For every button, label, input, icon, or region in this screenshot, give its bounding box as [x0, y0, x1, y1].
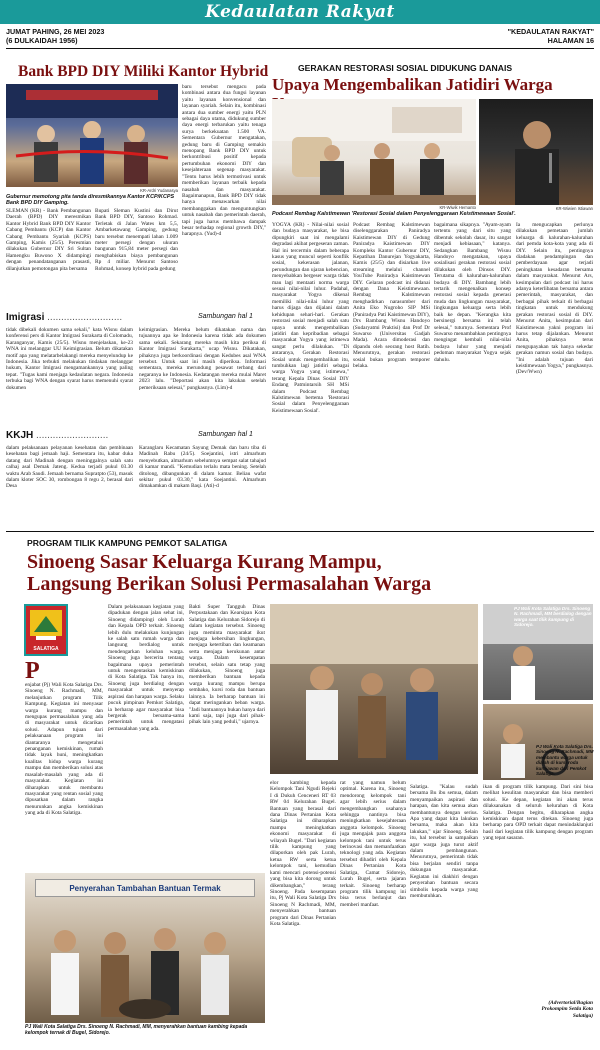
- masthead-bar: [0, 0, 600, 24]
- sinoeng-col-1: enjabat (Pj) Wali Kota Salatiga Drs. Sinoeng N. Rachmadi, MM, melanjutkan program Tilik Kampung. Kegiatan ini menyasar warga kurang mampu dan mengupas permasalahan yang ada di masyarakat untuk dicarikan solusi. Adapun tujuan dari pelaksanaan program ini diantaranya mengetahui penanganan kemiskinan, rumah tidak layak huni, meningkatkan kualitas hidup warga kurang mampu dan memberikan solusi atas masalah-masalah yang ada di masyarakat. Kegiatan ini diharapkan untuk membantu masyarakat yang rentan sosial yang dipusatkan dalam rangka menurunkan angka kemiskinan yang ada di Kota Salatiga.: [25, 682, 103, 817]
- sinoeng-headline: [27, 551, 587, 595]
- sinoeng-signoff: [483, 1000, 593, 1019]
- gerakan-photo-main: [272, 99, 476, 205]
- sinoeng-col-3: Bakti Super Tangguh Dinas Perpustakaan dan Kearsipan Kota Salatiga dan Kelurahan Sidorejo di dalam kegiatan tersebut. Sinoeng juga meminta masyarakat ikut menjaga kebersihan lingkungan, menjaga ketertiban dan keamanan serta menjaga kerukunan antar warga. Dalam kesempatan tersebut, selain satu tetap yang dilakukan, Sinoeng juga memberikan bantuan kepada warga kurang mampu berupa sembako, kursi roda dan bantuan lainnya. Ia berharap bantuan ini dapat meringankan beban warga. "Jadi bantuannya bukan hanya dari kami saja, tapi juga dari pihak-pihak lain yang peduli," ujarnya.: [189, 604, 265, 726]
- podcast-photo-icon: [272, 99, 476, 205]
- page-number: HALAMAN 16: [547, 36, 594, 45]
- imigrasi-col-1: tidak dibekali dokumen sama sekali," kata Wisnu dalam konferensi pers di Kantor Imigrasi Surakarta di Colomadu, Karanganyar, Kamis (25/5). Wisnu menjelaskan, ke-23 WNA ini melanggar UU Keimigrasian. Belum dikatakan motif apa yang melatarbelakangi mereka menyelundup ke Indonesia. Jika terbukti melakukan tindakan melanggar hukum, Kantor Imigrasi mengamankannya yang paling tepat. "Tugas kami menjaga kedaulatan negara. Indonesia terbuka bagi WNA dengan syarat harus memenuhi syarat dokumen: [6, 327, 133, 391]
- bpd-caption: Gubernur memotong pita tanda diresmikannya Kantor KCP/KCPS Bank BPD DIY Gamping.: [6, 194, 175, 207]
- section-name: "KEDAULATAN RAKYAT": [507, 27, 594, 36]
- dialog-photo-icon: [270, 604, 478, 774]
- imigrasi-col-2: keimigrasian. Mereka belum dikatakan nama dan tujuannya apa ke Indonesia karena tidak ada dokumen sama sekali. Sekarang mereka masih kita periksa di Kantor Imigrasi Surakarta," ucap Wisnu. Dikatakan, pihaknya juga berkoordinasi dengan Kedubes asal WNA tersebut. Untuk saat ini masih diperiksa. Informasi sementara, mereka merundung pesawat terbang dari negaranya ke Indonesia. Kedatangan mereka mulai Maret 2023 lalu. "Deportasi akan kita lakukan setelah pemeriksaan selesai," pungkasnya. (Lim)-d: [139, 327, 266, 391]
- kkjh-jump: Sambungan hal 1: [198, 431, 253, 438]
- signoff-line-2: Prokompim Setda Kota: [541, 1006, 593, 1013]
- bpd-col-1: SLEMAN (KR) - Bank Pembangunan Daerah (BPD) DIY meresmikan Kantor Hybrid Bank BPD DIY Kantor Cabang Pembantu (KCP) dan Kantor Cabang Pembantu Syariah (KCPS) Gamping, Kamis (25/5). Peresmian dilakukan Gubernur DIY Sri Sultan Hamengku Buwono X didampingi dengan penandatanganan prasasti, dilanjutkan pemotongan pita bersama: [6, 208, 91, 272]
- bpd-headline: Bank BPD DIY Miliki Kantor Hybrid: [18, 63, 269, 80]
- gerakan-col-3: bagaimana sikapnya. "Ayam-ayam tertentu yang dari situ yang dibentuk sekolah dasar, itu sangat menjadi kebiasaan," katanya. Sedangkan Bambang Wisnu Handoyo mengatakan, upaya sosialisasi gerakan restorasi sosial dilakukan oleh Dinsos DIY. Terutama di kalurahan-kalurahan budaya di DIY. Bambang lebih tertarik mengenalkan konsep restorasi sosial kepada generasi muda dan lingkungan masyarakat, lingkungan keluarga serta lebih baik ke depan. "Kerangka kita bersinergi bersama ini telah selesai," tuturnya. Sementara Prof Suwarso menambahkan pentingnya mengingat kembali nilai-nilai budaya luhur yang menjadi pedoman masyarakat Yogya sejak dahulu.: [434, 222, 511, 363]
- salatiga-logo-text: SALATIGA: [33, 646, 59, 652]
- gerakan-col-4: Ia mengucapkan perlunya dilakukan pemetaan jumlah keluarga di kalurahan-kalurahan dari pemda kota-kota yang ada di DIY. Selain itu, pentingnya diadakan pendampingan dan pemberdayaan agar terjadi peningkatan kesadaran bersama dalam masyarakat. Menurut Ars, kesimpulan dari podcast ini harus adanya keterlibatan bersama antara pemerintah, masyarakat, dan berbagai pihak terkait di berbagai tingkatan untuk mendukung gerakan restorasi sosial di DIY. Menurut Anita, kesimpulan dari Kaistimewan yakni program ini harus tetap dijalankan. Menurut Anita, pihaknya terus mengupayakan tak hanya sekedar gerakan namun sosial dan budaya. "Ini adalah tujuan dari keistimewaan Yogya," pungkasnya. (Dev/Wwn): [516, 222, 593, 376]
- issue-hijri-line: (6 DULKAIDAH 1956): [6, 36, 78, 45]
- signoff-line-3: Salatiga): [572, 1012, 593, 1019]
- sinoeng-col-6: Salatiga. "Kalau sudah bersama Bu ibu semua, dalam menyampaikan aspirasi dan harapan, dan kita semua akan membantunya dengan serius. Apa yang dapat kita lakukan bersama, maka akan kita lakukan," ujar Sinoeng. Selain itu, hal tersebut ia sampaikan agar warga juga turut aktif dalam pembangunan. Menurutnya, pemerintah tidak bisa berjalan sendiri tanpa dukungan masyarakat. Kegiatan ini diakhiri dengan penyerahan bantuan secara simbolis kepada warga yang membutuhkan.: [410, 784, 478, 899]
- sinoeng-col-7: ikan di program tilik kampung. Dari sini bisa melihat kesulitan masyarakat dan bisa memberi solusi. Ke depan, kegiatan ini akan terus dilaksanakan di seluruh kelurahan di Kota Salatiga. Dengan begitu, diharapkan angka kemiskinan dapat terus ditekan. Sinoeng juga berharap para OPD terkait dapat menindaklanjuti hasil dari kegiatan tilik kampung dengan program yang tepat sasaran.: [483, 784, 593, 842]
- bpd-photo: [6, 84, 178, 187]
- salatiga-logo: [24, 604, 68, 656]
- gerakan-photo-credit-right: KR-Wiwien Istiawan: [555, 206, 593, 211]
- masthead-rule: [6, 48, 594, 49]
- sinoeng-col-2: Dalam pelaksanaan kegiatan yang dipadukan dengan jalan sehat ini, Sinoeng didampingi oleh Lurah dan Kepala OPD terkait. Sinoeng lebih dulu melakukan kunjungan ke salah satu rumah warga dan langsung berdialog untuk mendengarkan keluhan warga. Sinoeng juga bercerita tentang bagaimana upaya pemerintah untuk mengentaskan kemiskinan di Kota Salatiga. Tak hanya itu, Sinoeng juga berdialog dengan masyarakat untuk menyerap aspirasi dan harapan warga. Selaku pucuk pimpinan Pemkot Salatiga, ia berharap agar masyarakat bisa bergerak bersama-sama pemerintah untuk mengatasi permasalahan yang ada.: [108, 604, 184, 732]
- sinoeng-photo-middle: [270, 604, 478, 774]
- section-divider: [6, 531, 594, 532]
- kkjh-header: KKJH ..........................: [6, 430, 109, 441]
- sinoeng-photo-bottom: [25, 873, 265, 1023]
- gerakan-col-2: Podcast Rembag Kalstimewan diselenggarakan Paniradya Kaistimewan DIY di Gedung Paniradya Kaistimewan DIY Kompleks Kantor Gubernur DIY, Kepatihan Danurejan Yogyakarta, Kamis (25/5) dan disiarkan live streaming melalui channel YouTube Paniradya Kaistimewan DIY. Gelaran podcast ini didanai dengan Dana Keistimewaan. Rembag Kalstimewan menghadirkan narasumber dari Anita Eko Nugroho SIP MSi (Paniradya Pati Kaistimewan DIY), Drs Bambang Wisnu Handoyo (Sudaryatmi Praktisi) dan Prof Dr Suwarso (Universitas Gadjah Mada). Acara dimoderasi dan dipandu oleh seorang host Ratih. Menurutnya, gerakan restorasi sosial bukan program temporer belaka.: [353, 222, 430, 369]
- imigrasi-header: Imigrasi ...........................: [6, 312, 123, 323]
- handover-photo-icon: [25, 873, 265, 1023]
- sinoeng-drop-cap: P: [25, 658, 40, 684]
- ribbon-cutting-photo-icon: [6, 84, 178, 187]
- kkjh-col-1: dalam pelaksanaan pelayanan kesehatan dan pembinaan kesehatan bagi jemaah haji. Sementara itu, kabar duka datang dari Madinah dengan meninggalnya salah satu calhaj asal Demak Jateng. Kedua terjadi pukul 03.30 waktu Arab Saudi. Jemaah bernama Supratpto (53), masuk dalam kloter SOC 30, rombongan 8 regu 2, berasal dari Desa: [6, 445, 133, 490]
- imigrasi-jump: Sambungan hal 1: [198, 313, 253, 320]
- gerakan-headline: Upaya Mengembalikan Jatidiri Warga: [272, 75, 553, 94]
- gerakan-col-1: YOGYA (KR) - Nilai-nilai sosial dan budaya masyarakat, ke bisa dipungkiri saat ini mengalami degradasi akibat pergeseran zaman. Hal ini tercermin dalam beberapa kasus yang muncul seperti konflik sosial, kekerasan jalanan, perundungan dan ujaran kebencian, menyebabkan bergeser warga tidak mau lagi mentaati norma warga sesuai nilai-nilai luhur. Padahal, masyarakat Yogya dikenal memiliki nilai-nilai luhur yang harus dijaga dan dijalani dalam kehidupan sehari-hari. Gerakan restorasi sosial menjadi salah satu upaya untuk mengembalikan jatidiri dan kepribadian sebagai masyarakat Yogya yang istimewa sangat perlu dilakukan. "Di antaranya, Gerakan Restorasi Sosial untuk mengembalikan itu, tumbuhkan lagi jatidiri sebagai warga Yogya yang istimewa," terang Kepala Dinas Sosial DIY Endang Patmintarsih SH MSi dalam Podcast Rembag Kalstimewan bertema 'Restorasi Sosial dalam Penyelenggaraan Keistimewaan Sosial'.: [272, 222, 349, 414]
- bpd-photo-credit: KR-Ardri Yudanasya: [140, 188, 178, 193]
- sinoeng-col-5: rat yang namun belum optimal. Karena itu, Sinoeng mendorong kelompok tani agar lebih serius dalam mengembangkan usahanya sehingga nantinya bisa meningkatkan kesejahteraan anggota kelompok. Sinoeng juga mengajak para anggota kelompok tani untuk terus berinovasi dan memanfaatkan teknologi yang ada. Kegiatan tersebut dihadiri oleh Kepala Dinas Pertanian Kota Salatiga, Camat Sidorejo, Lurah Bugel, serta jajaran terkait. Sinoeng berharap program tilik kampung ini bisa terus berlanjut dan memberi manfaat.: [340, 780, 406, 908]
- bpd-col-2: Bupati Sleman Kustini dan Dirut Bank BPD DIY, Santoso Rohmad. Terletak di Jalan Wates km 5,5, Ambarketawang Gamping, gedung baru tersebut menempati lahan 1.009 meter persegi dengan ukuran bangunan 915,84 meter persegi dan menghabiskan biaya pembangunan Rp 4 miliar. Menurut Santoso Rohmad, konsep hybrid pada gedung: [95, 208, 178, 272]
- gerakan-kicker: GERAKAN RESTORASI SOSIAL DIDUKUNG DANAIS: [298, 63, 513, 73]
- bpd-col-3: baru tersebut mengacu pada kombinasi antara dua fungsi layanan yaitu layanan konvensional dan layanan syariah. Selain itu, kombinasi antara dua sumber energi yaitu PLN sebagai daya utama, didukung sumber daya energi terbarukan yaitu tenaga surya berkekuatan 1.500 VA. Sementara Gubernur mengatakan, gedung baru di Gamping semakin menopang Bank BPD DIY untuk berkontribusi positif kepada pertumbuhan ekonomi DIY dan kesejahteraan segenap masyarakat. "Tentu harus lebih termotivasi untuk memberikan layanan terbaik kepada nasabah dan masyarakat. Bagaimanapun, Bank BPD DIY tidak hanya menawarkan nilai membanggakan dan menguntungkan untuk nasabah dan pemerintah daerah, tapi juga harus membawa dampak besar terhadap regional growth DIY," harapnya. (Yud)-d: [182, 84, 266, 238]
- issue-page: [508, 27, 594, 45]
- sinoeng-headline-line-2: Langsung Berikan Solusi Permasalahan Warga: [27, 573, 432, 595]
- sinoeng-kicker: PROGRAM TILIK KAMPUNG PEMKOT SALATIGA: [27, 538, 228, 548]
- gerakan-photo-side: [479, 99, 593, 205]
- sinoeng-caption-right-2: PJ Wali Kota Salatiga Drs. Sinoeng N. Rachmadi, MM membantu warga untuk dialah di kursi roda kurniawan dari Pemkot Salatiga.: [536, 744, 594, 777]
- gerakan-caption: Podcast Rembag Kalstimewan 'Restorasi Sosial dalam Penyelenggaraan Keistimewaan Sosial'.: [272, 211, 516, 217]
- imigrasi-title: Imigrasi: [6, 312, 45, 323]
- kkjh-title: KKJH: [6, 430, 34, 441]
- issue-date: [6, 27, 104, 45]
- banner-text: Penyerahan Tambahan Bantuan Termak: [69, 884, 221, 893]
- speaker-photo-icon: [479, 99, 593, 205]
- issue-date-line: JUMAT PAHING, 26 MEI 2023: [6, 27, 105, 36]
- masthead-brand: Kedaulatan Rakyat: [205, 2, 395, 22]
- signoff-line-1: (Advertorial/Bagian: [548, 1000, 593, 1006]
- kkjh-col-2: Karanglaru Kecamatan Sayung Demak dan baru tiba di Madinah Rabu (24/5). Soejantini, istri almarhum menyebutkan, almarhum sebelumnya sempat salat tahajud di kamar mandi. "Kemudian terlalu mata bening. Setelah ditolong, dibangunkan di dalam kamar. Beliau wafat sekitar pukul 03.30," kata Soejantini. Almarhum dimakamkan di makam Baqi. (Ati)-d: [139, 445, 266, 490]
- sinoeng-headline-line-1: Sinoeng Sasar Keluarga Kurang Mampu,: [27, 551, 382, 573]
- sinoeng-col-4: elor kambing kepada Kelompok Tani Ngudi Rejeki I di Dukuh Cenceneri RT 03 RW 04 Kelurahan Bugel. Bantuan yang berasal dari dana Dinas Pertanian Kota Salatiga ini diharapkan mampu meningkatkan ekonomi masyarakat di wilayah Bugel. "Dari kegiatan tilik kampung yang dilaporkan oleh pak Lurah, ketua RW serta ketua kelompok tani, kemudian kami mencari potensi-potensi yang bisa kita dorong untuk dikembangkan," terang Sinoeng. Pada kesempatan itu, Pj Wali Kota Salatiga Drs Sinoeng N Rachmadi, MM, menyerahkan bantuan program dari Dinas Pertanian Kota Salatiga.: [270, 780, 336, 927]
- sinoeng-caption-bottom: PJ Wali Kota Salatiga Drs. Sinoeng N. Rachmadi, MM, menyerahkan bantuan kambing kepada kelompok ternak di Bugel, Sidorejo.: [25, 1024, 248, 1036]
- gerakan-photo-credit-left: KR-Wiwik Hernanto: [439, 205, 476, 210]
- sinoeng-caption-right-1: PJ Wali Kota Salatiga Drs. Sinoeng N. Rachmadi, MM berdialog dengan warga saat tilik kampung di Sidorejo.: [514, 606, 592, 628]
